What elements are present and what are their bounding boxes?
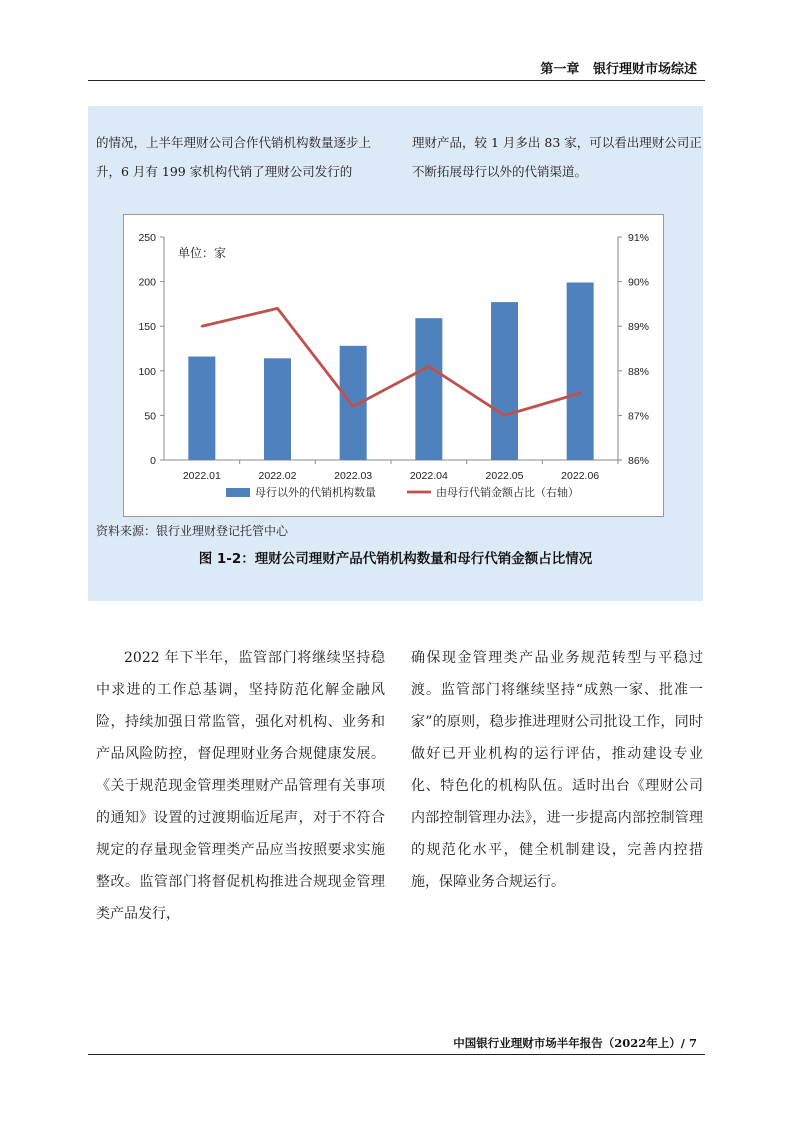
body-column-left [96,642,385,930]
bar [264,358,291,460]
line-point [428,365,430,367]
chapter-number: 第一章 [540,62,580,77]
x-tick-label: 2022.03 [334,470,373,482]
chapter-title: 银行理财市场综述 [592,62,697,77]
running-header [540,58,697,77]
chart-unit-label: 单位：家 [178,246,227,260]
y-tick-label-left: 250 [138,232,156,244]
x-tick-label: 2022.05 [485,470,524,482]
figure-caption: 图 1-2：理财公司理财产品代销机构数量和母行代销金额占比情况 [198,551,593,567]
x-tick-label: 2022.01 [182,470,221,482]
bar [567,282,594,460]
y-tick-label-left: 150 [138,321,156,334]
bar [415,318,442,460]
page-footer: 中国银行业理财市场半年报告（2022年上）/ 7 [453,1036,697,1050]
body-column-right [411,642,703,898]
line-point [352,405,354,407]
series-line [202,308,580,415]
chart-svg [124,215,665,518]
body-paragraph-left: 2022 年下半年，监管部门将继续坚持稳中求进的工作总基调，坚持防范化解金融风险，持续加强日常监管，强化对机构、业务和产品风险防控，督促理财业务合规健康发展。《关于规范现金管理类理财产品管理有关事项的通知》设置的过渡期临近尾声，对于不符合规定的存量现金管理类产品应当按照要求实施整改。监管部门将督促机构推进合规现金管理类产品发行， [96,650,385,922]
header-rule [88,80,705,81]
legend-swatch-bar [226,488,250,497]
panel-text-left: 的情况，上半年理财公司合作代销机构数量逐步上升，6 月有 199 家机构代销了理财公司发行的 [96,135,372,179]
y-tick-label-right: 90% [628,276,650,289]
legend-label-bar: 母行以外的代销机构数量 [255,486,376,499]
y-tick-label-left: 0 [150,455,156,467]
y-tick-label-left: 50 [144,410,156,423]
y-tick-label-right: 89% [628,321,650,334]
line-point [201,325,203,327]
line-point [503,414,505,416]
y-tick-label-left: 100 [138,365,156,378]
x-tick-label: 2022.06 [561,470,600,482]
y-tick-label-right: 91% [628,232,650,244]
footer-rule [88,1054,705,1055]
y-tick-label-left: 200 [138,276,156,289]
chart [123,214,664,517]
figure-source: 资料来源：银行业理财登记托管中心 [96,524,289,538]
bar [188,357,215,460]
legend-label-line: 由母行代销金额占比（右轴） [436,486,579,499]
panel-text-right: 理财产品，较 1 月多出 83 家，可以看出理财公司正不断拓展母行以外的代销渠道。 [412,135,702,179]
x-tick-label: 2022.02 [258,470,297,482]
bar [491,302,518,460]
line-point [579,392,581,394]
line-point [276,307,278,309]
x-tick-label: 2022.04 [409,470,448,482]
y-tick-label-right: 88% [628,365,650,378]
y-tick-label-right: 86% [628,455,650,467]
y-tick-label-right: 87% [628,410,650,423]
body-paragraph-right: 确保现金管理类产品业务规范转型与平稳过渡。监管部门将继续坚持“成熟一家、批准一家”的原则，稳步推进理财公司批设工作，同时做好已开业机构的运行评估，推动建设专业化、特色化的机构队伍。适时出台《理财公司内部控制管理办法》，进一步提高内部控制管理的规范化水平，健全机制建设，完善内控措施，保障业务合规运行。 [411,650,703,890]
